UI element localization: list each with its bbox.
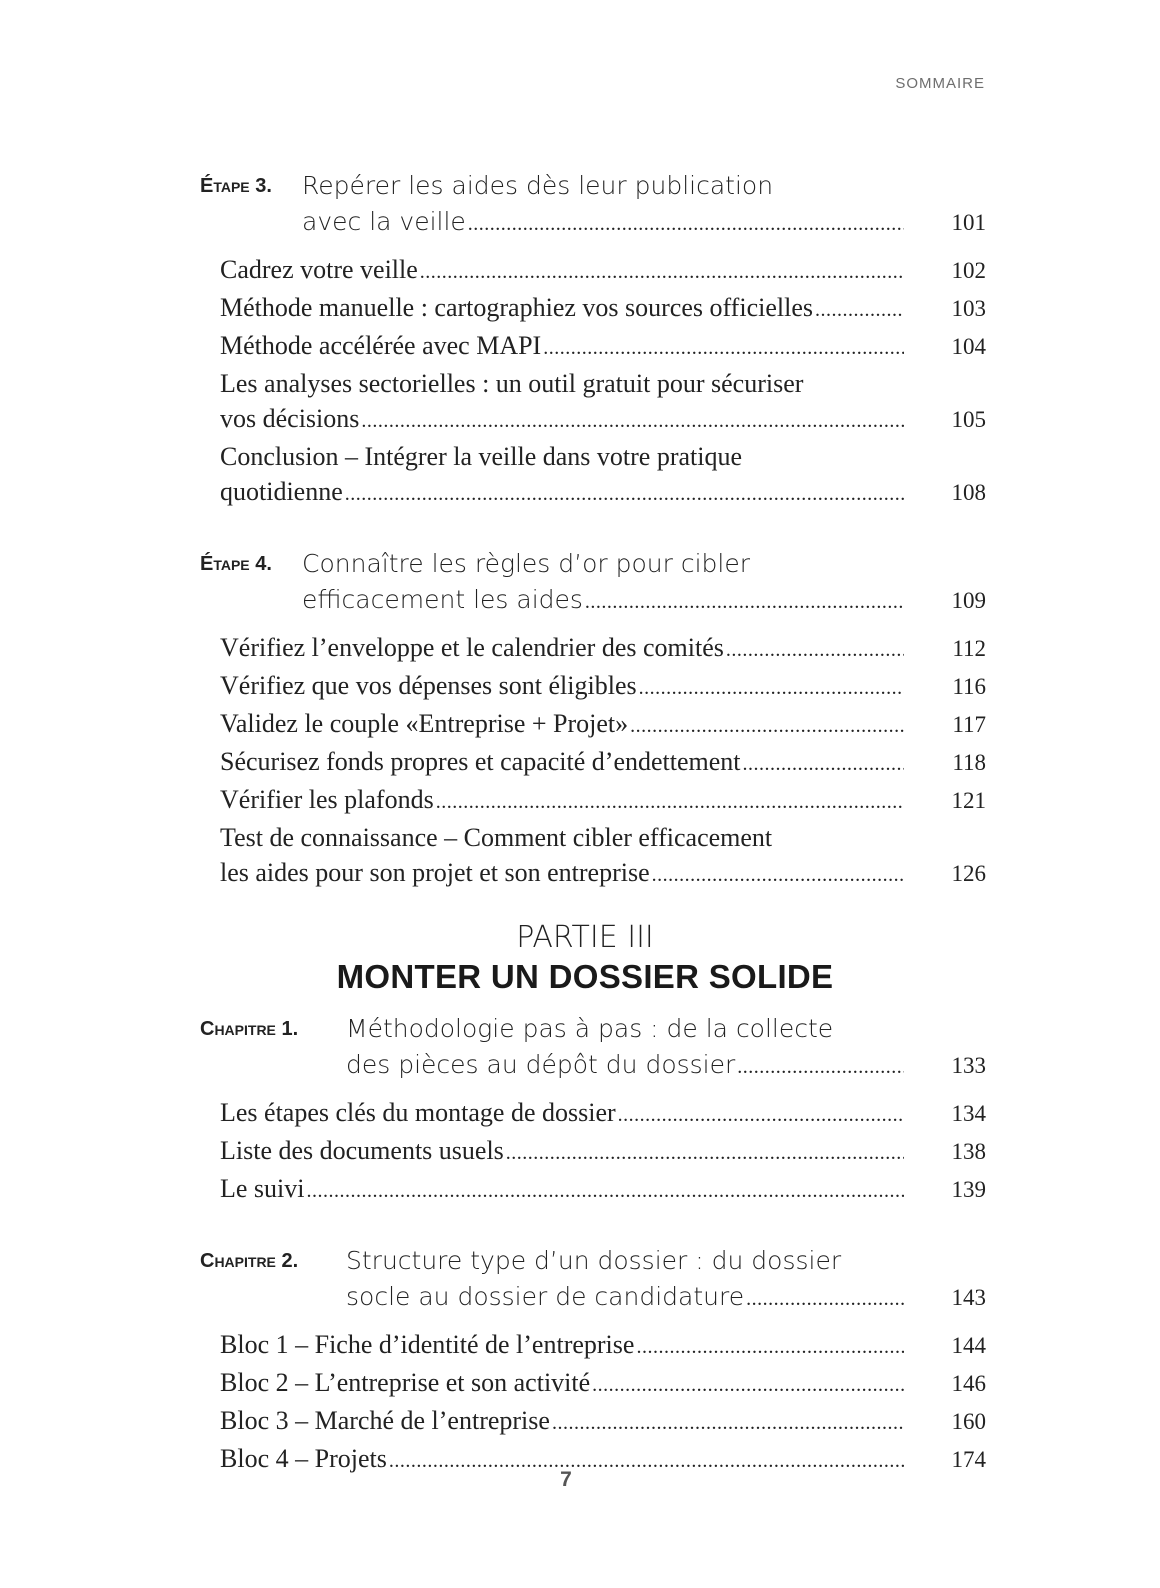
dot-leader [436, 785, 904, 820]
section-label: Chapitre 1. [200, 1018, 299, 1040]
toc-entry[interactable] [220, 1095, 986, 1133]
toc-entry[interactable] [220, 668, 986, 706]
entry-title: Le suivi [220, 1174, 305, 1203]
dot-leader [552, 1406, 904, 1441]
section-title-line1: Repérer les aides dès leur publication [302, 171, 774, 200]
toc-entry[interactable] [220, 252, 986, 290]
dot-leader [815, 293, 904, 328]
table-of-contents [200, 168, 986, 1479]
section-title-line2: socle au dossier de candidature [346, 1282, 745, 1311]
page-ref: 102 [951, 258, 986, 283]
toc-section-etape-4 [200, 546, 986, 620]
entry-title: Vérifiez l’enveloppe et le calendrier des comités [220, 633, 724, 662]
toc-entry-wrap[interactable] [220, 820, 986, 893]
dot-leader [636, 1330, 904, 1365]
dot-leader [585, 584, 904, 620]
page-ref: 116 [952, 674, 986, 699]
entry-title-line1: Test de connaissance – Comment cibler efficacement [220, 823, 773, 852]
entry-title: Méthode manuelle : cartographiez vos sources officielles [220, 293, 813, 322]
page-ref: 118 [952, 750, 986, 775]
section-label: Étape 4. [200, 553, 272, 575]
dot-leader [468, 206, 904, 242]
entry-title: Les étapes clés du montage de dossier [220, 1098, 616, 1127]
toc-entries-chapitre-2 [200, 1327, 986, 1479]
dot-leader [592, 1368, 904, 1403]
toc-section-chapitre-1 [200, 1011, 986, 1085]
section-title-line1: Connaître les règles d’or pour cibler [302, 549, 751, 578]
page-number: 7 [560, 1468, 572, 1491]
dot-leader [345, 477, 904, 512]
entry-title: Vérifiez que vos dépenses sont éligibles [220, 671, 637, 700]
dot-leader [630, 709, 904, 744]
entry-title: Validez le couple «Entreprise + Projet» [220, 709, 629, 738]
dot-leader [726, 633, 904, 668]
section-label: Chapitre 2. [200, 1250, 299, 1272]
entry-title: Méthode accélérée avec MAPI [220, 331, 542, 360]
page-ref: 133 [951, 1053, 986, 1078]
page-ref: 138 [951, 1139, 986, 1164]
page-ref: 126 [951, 861, 986, 886]
dot-leader [746, 1281, 904, 1317]
page-ref: 146 [951, 1371, 986, 1396]
toc-section-chapitre-2 [200, 1243, 986, 1317]
dot-leader [506, 1136, 904, 1171]
section-title-line2: efficacement les aides [302, 585, 583, 614]
entry-title: Bloc 3 – Marché de l’entreprise [220, 1406, 550, 1435]
page-ref: 139 [951, 1177, 986, 1202]
entry-title: quotidienne [220, 477, 343, 506]
toc-section-etape-3 [200, 168, 986, 242]
dot-leader [639, 671, 904, 706]
section-title-line2: avec la veille [302, 207, 466, 236]
section-title-row[interactable] [200, 582, 986, 620]
dot-leader [420, 255, 904, 290]
running-head: SOMMAIRE [895, 75, 985, 92]
toc-entry[interactable] [220, 1403, 986, 1441]
entry-title: les aides pour son projet et son entreprise [220, 858, 650, 887]
toc-entries-etape-4 [200, 630, 986, 893]
part-title: MONTER UN DOSSIER SOLIDE [336, 958, 834, 995]
dot-leader [618, 1098, 904, 1133]
page-ref: 109 [951, 588, 986, 613]
entry-title: Vérifier les plafonds [220, 785, 434, 814]
toc-entry[interactable] [220, 1133, 986, 1171]
dot-leader [737, 1049, 904, 1085]
page-ref: 108 [951, 480, 986, 505]
entry-title: vos décisions [220, 404, 360, 433]
section-label: Étape 3. [200, 175, 272, 197]
page-ref: 112 [952, 636, 986, 661]
entry-title: Cadrez votre veille [220, 255, 418, 284]
entry-title: Liste des documents usuels [220, 1136, 504, 1165]
dot-leader [743, 747, 905, 782]
page-ref: 144 [951, 1333, 986, 1358]
dot-leader [543, 331, 904, 366]
section-title-row[interactable] [200, 1279, 986, 1317]
section-title-row[interactable] [200, 204, 986, 242]
entry-title-line1: Conclusion – Intégrer la veille dans votre pratique [220, 442, 743, 471]
page-ref: 105 [951, 407, 986, 432]
dot-leader [652, 858, 904, 893]
dot-leader [307, 1174, 905, 1209]
toc-entries-chapitre-1 [200, 1095, 986, 1209]
toc-entry[interactable] [220, 290, 986, 328]
toc-entry[interactable] [220, 630, 986, 668]
section-title-row[interactable] [200, 1047, 986, 1085]
toc-entry[interactable] [220, 744, 986, 782]
page-ref: 101 [951, 210, 986, 235]
toc-entry[interactable] [220, 1365, 986, 1403]
toc-entry[interactable] [220, 706, 986, 744]
page-ref: 104 [951, 334, 986, 359]
part-heading [184, 919, 986, 997]
section-title-line2: des pièces au dépôt du dossier [346, 1050, 736, 1079]
toc-entries-etape-3 [200, 252, 986, 512]
page-ref: 121 [951, 788, 986, 813]
page-ref: 134 [951, 1101, 986, 1126]
entry-title: Bloc 4 – Projets [220, 1444, 387, 1473]
toc-entry[interactable] [220, 328, 986, 366]
toc-entry[interactable] [220, 1171, 986, 1209]
entry-title: Bloc 1 – Fiche d’identité de l’entreprise [220, 1330, 635, 1359]
page-ref: 117 [952, 712, 986, 737]
page-ref: 103 [951, 296, 986, 321]
section-title-line1: Structure type d’un dossier : du dossier [346, 1246, 842, 1275]
part-number: PARTIE III [516, 920, 654, 955]
entry-title-line1: Les analyses sectorielles : un outil gratuit pour sécuriser [220, 369, 804, 398]
section-title-line1: Méthodologie pas à pas : de la collecte [346, 1014, 834, 1043]
entry-title: Bloc 2 – L’entreprise et son activité [220, 1368, 591, 1397]
toc-entry-wrap[interactable] [220, 439, 986, 512]
page-ref: 174 [951, 1447, 986, 1472]
page-ref: 143 [951, 1285, 986, 1310]
toc-entry-wrap[interactable] [220, 366, 986, 439]
toc-entry[interactable] [220, 1327, 986, 1365]
entry-title: Sécurisez fonds propres et capacité d’endettement [220, 747, 741, 776]
dot-leader [361, 404, 904, 439]
page-ref: 160 [951, 1409, 986, 1434]
toc-entry[interactable] [220, 782, 986, 820]
